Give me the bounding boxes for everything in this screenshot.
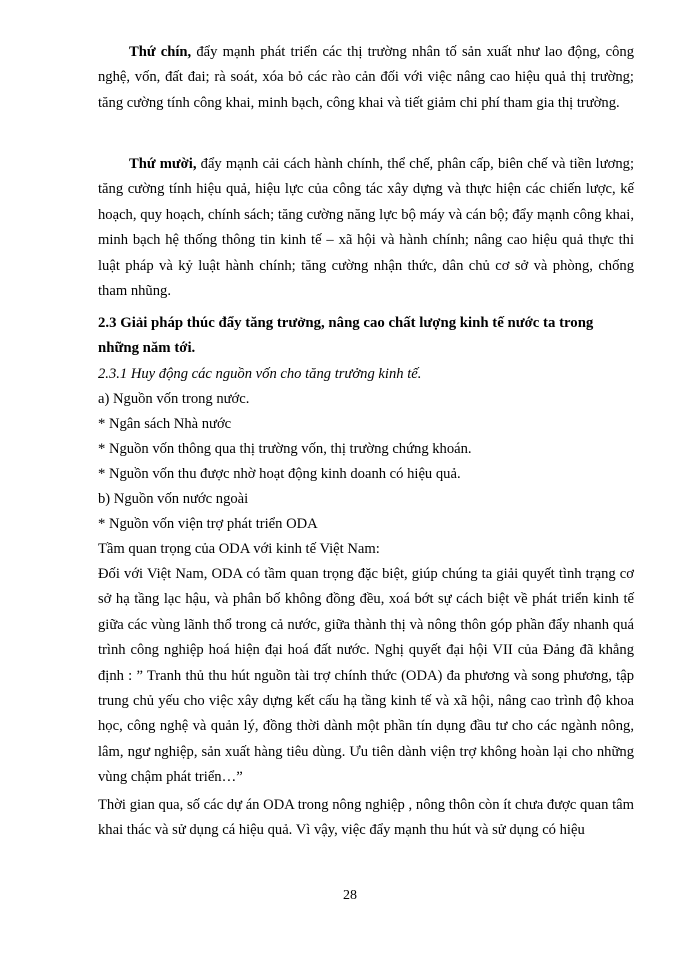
- paragraph-thu-chin: [98, 40, 634, 116]
- list-item-domestic-capital: a) Nguồn vốn trong nước.: [98, 391, 250, 407]
- oda-importance-title: Tầm quan trọng của ODA với kinh tế Việt Nam:: [98, 541, 380, 557]
- paragraph-thu-muoi-label: Thứ mười,: [129, 156, 197, 172]
- paragraph-thu-muoi-text: đẩy mạnh cải cách hành chính, thể chế, phân cấp, biên chế và tiền lương; tăng cường tính hiệu quả, hiệu lực của công tác xây dựng và thực hiện các chiến lược, kế hoạch, quy hoạch, chính sách; tăng cường năng lực bộ máy và cán bộ; đẩy mạnh công khai, minh bạch hệ thống thông tin kinh tế – xã hội và hành chính; nâng cao hiệu quả thực thi luật pháp và kỷ luật hành chính; tăng cường nhận thức, dân chủ cơ sở và phòng, chống tham nhũng.: [98, 156, 634, 300]
- page-number: 28: [343, 888, 357, 903]
- list-item-capital-market: * Nguồn vốn thông qua thị trường vốn, thị trường chứng khoán.: [98, 441, 472, 457]
- list-item-foreign-capital: b) Nguồn vốn nước ngoài: [98, 491, 249, 507]
- paragraph-thu-muoi: [98, 152, 634, 304]
- paragraph-thu-chin-text: đẩy mạnh phát triển các thị trường nhân tố sản xuất như lao động, công nghệ, vốn, đất đai; rà soát, xóa bỏ các rào cản đối với việc nâng cao hiệu quả thị trường; tăng cường tính công khai, minh bạch, công khai và tiết giảm chi phí tham gia thị trường.: [98, 44, 634, 111]
- closing-paragraph: Thời gian qua, số các dự án ODA trong nông nghiệp , nông thôn còn ít chưa được quan tâm khai thác và sử dụng cá hiệu quả. Vì vậy, việc đẩy mạnh thu hút và sử dụng có hiệu: [98, 797, 634, 839]
- paragraph-thu-chin-label: Thứ chín,: [129, 44, 192, 60]
- list-item-oda: * Nguồn vốn viện trợ phát triển ODA: [98, 516, 318, 532]
- subsection-heading: 2.3.1 Huy động các nguồn vốn cho tăng trưởng kinh tế.: [98, 366, 422, 382]
- list-item-business-income: * Nguồn vốn thu được nhờ hoạt động kinh doanh có hiệu quả.: [98, 466, 461, 482]
- oda-importance-paragraph: Đối với Việt Nam, ODA có tầm quan trọng đặc biệt, giúp chúng ta giải quyết tình trạng cơ sở hạ tầng lạc hậu, và phân bố không đồng đều, xoá bớt sự cách biệt về phát triển kinh tế giữa các vùng lãnh thổ trong cả nước, giữa thành thị và nông thôn góp phần đẩy nhanh quá trình công nghiệp hoá hiện đại hoá đất nước. Nghị quyết đại hội VII của Đảng đã khẳng định : ” Tranh thủ thu hút nguồn tài trợ chính thức (ODA) đa phương và song phương, tập trung chủ yếu cho việc xây dựng kết cấu hạ tầng kinh tế và xã hội, nâng cao trình độ khoa học, công nghệ và quản lý, đồng thời dành một phần tín dụng đầu tư cho các ngành nông, lâm, ngư nghiệp, sản xuất hàng tiêu dùng. Ưu tiên dành viện trợ không hoàn lại cho những vùng chậm phát triển…”: [98, 566, 634, 786]
- list-item-state-budget: * Ngân sách Nhà nước: [98, 416, 232, 432]
- section-heading: 2.3 Giải pháp thúc đẩy tăng trưởng, nâng cao chất lượng kinh tế nước ta trong những năm tới.: [98, 315, 594, 357]
